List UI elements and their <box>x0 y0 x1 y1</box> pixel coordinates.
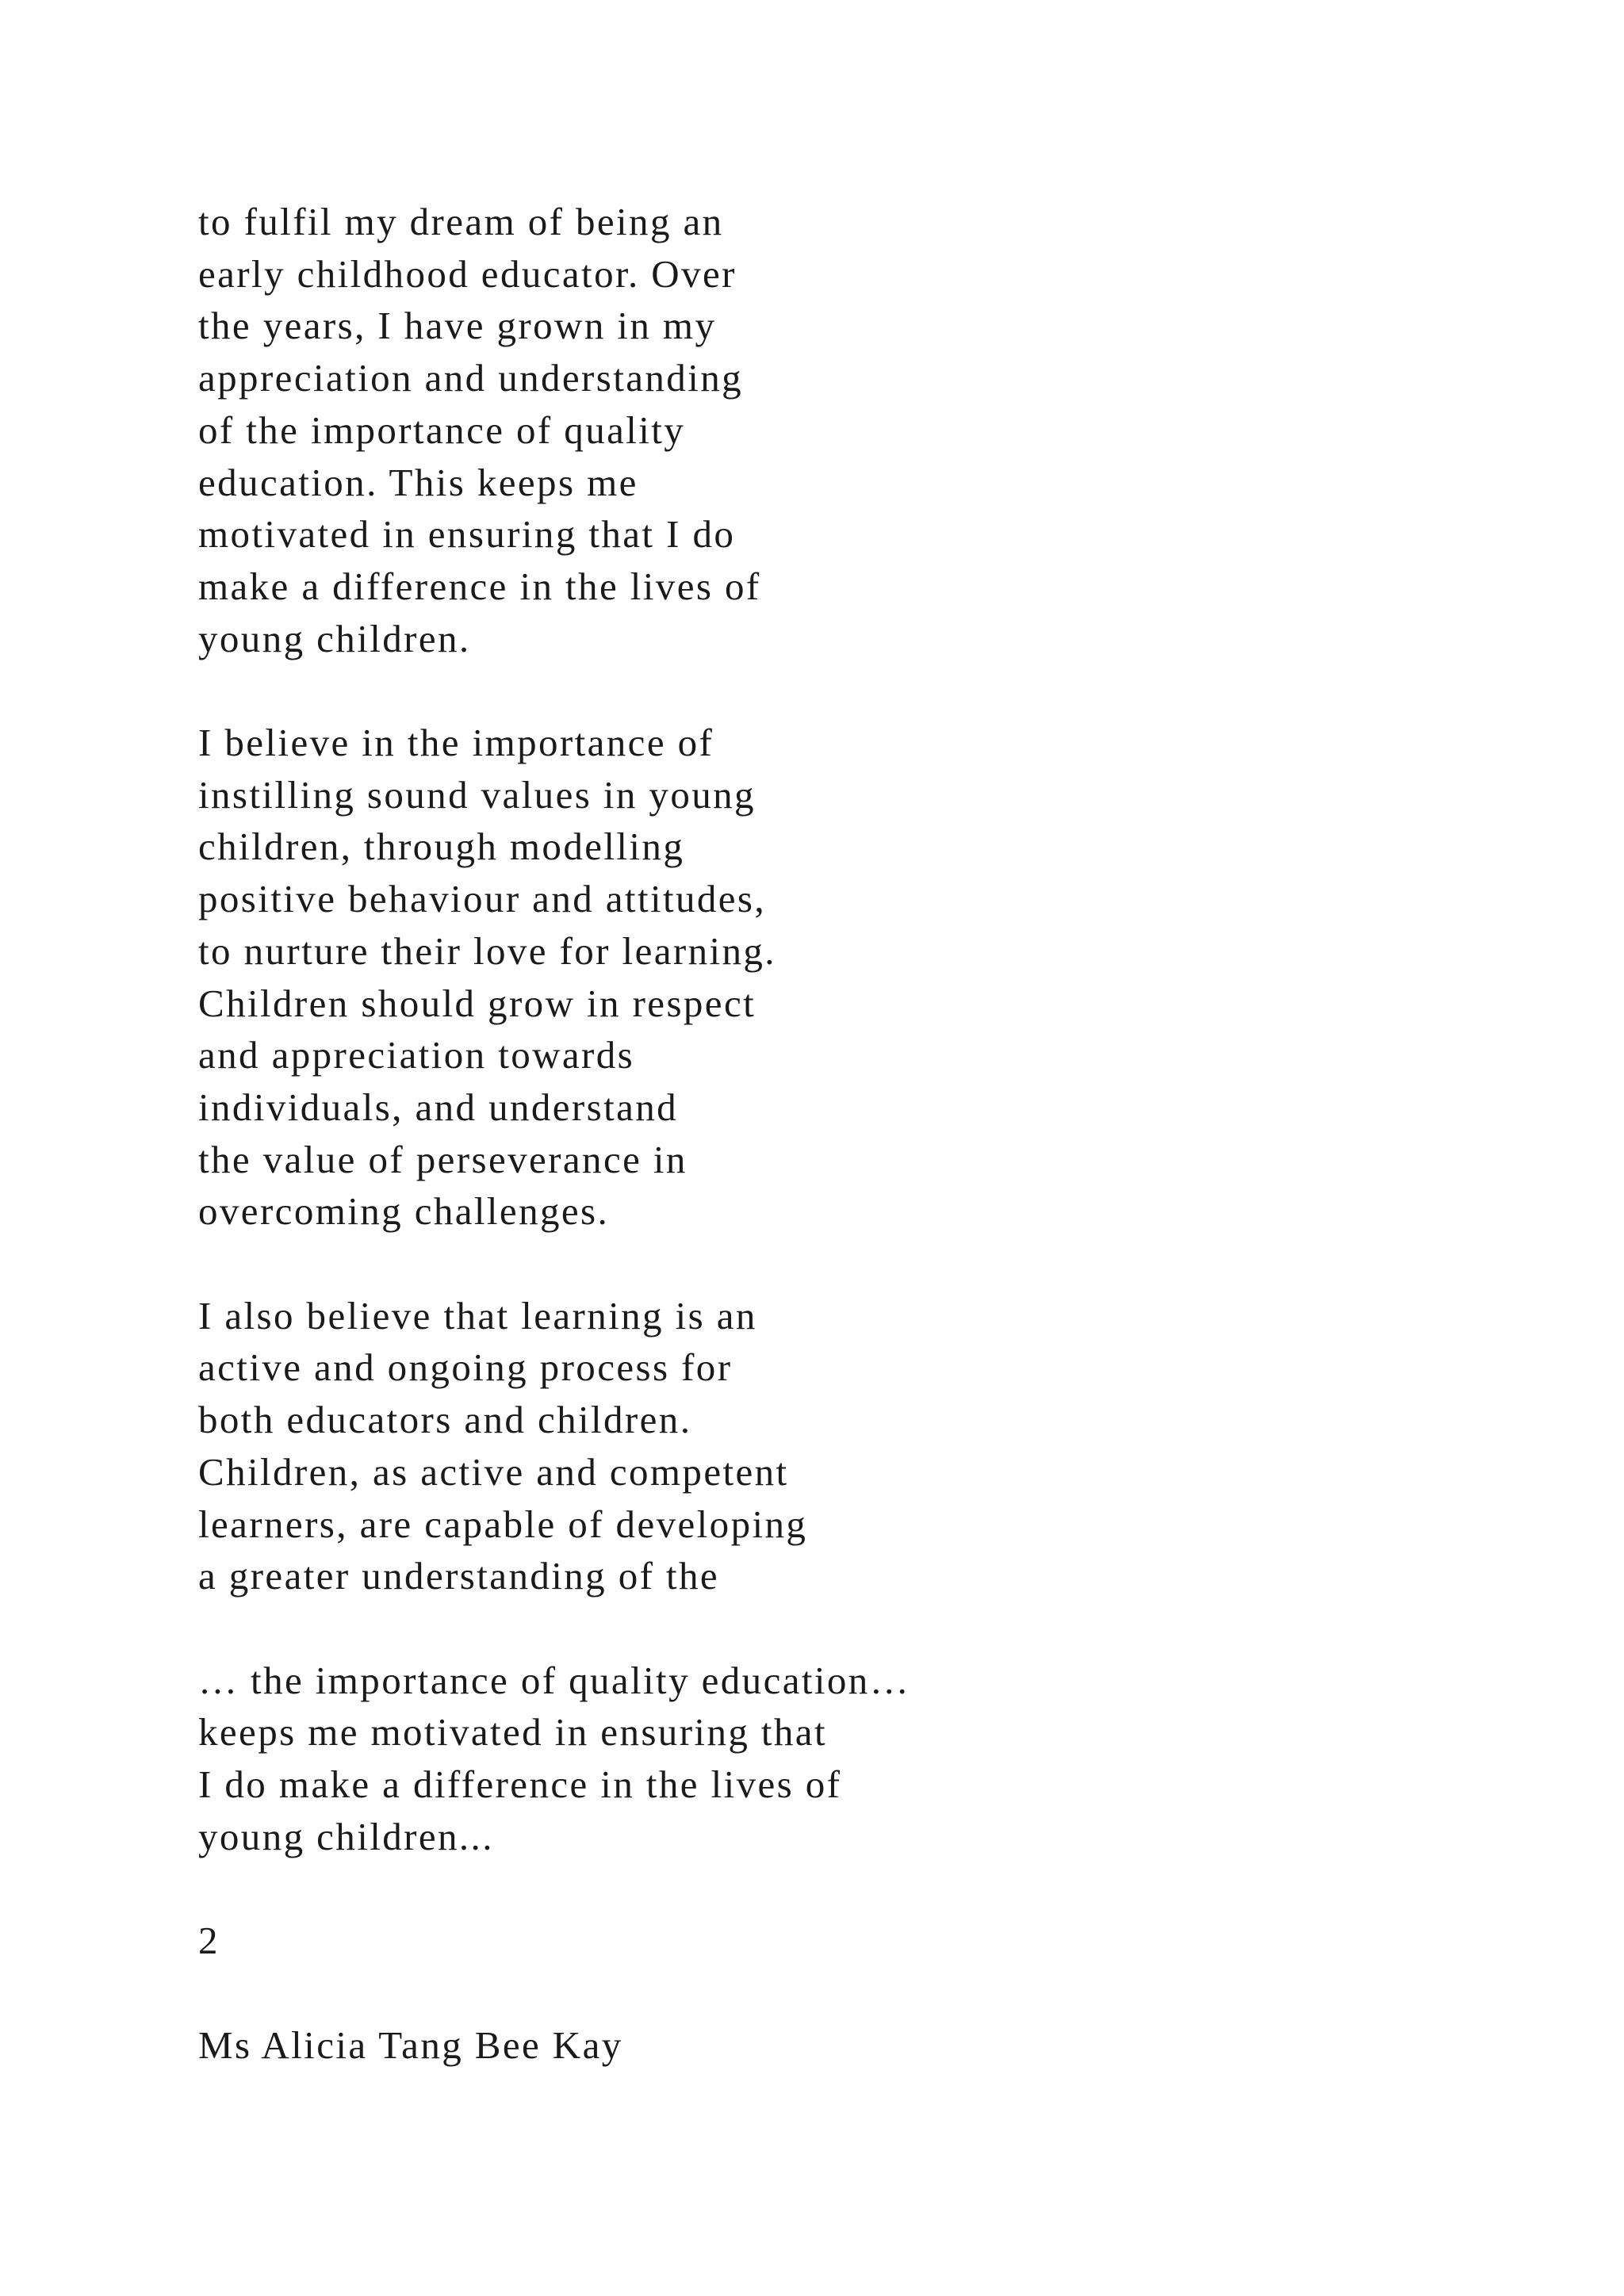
text-line: individuals, and understand <box>198 1085 679 1129</box>
paragraph-1 <box>198 196 1546 664</box>
text-line: motivated in ensuring that I do <box>198 512 736 557</box>
paragraph-3 <box>198 1290 1546 1602</box>
text-line: Children should grow in respect <box>198 981 756 1025</box>
text-line: instilling sound values in young <box>198 772 756 817</box>
text-line: education. This keeps me <box>198 460 638 504</box>
text-line: I also believe that learning is an <box>198 1293 757 1337</box>
text-line: appreciation and understanding <box>198 356 744 400</box>
page-number: 2 <box>198 1919 220 1963</box>
pull-quote-line: I do make a difference in the lives of <box>198 1762 842 1807</box>
pull-quote-line: … the importance of quality education… <box>198 1658 911 1702</box>
text-line: I believe in the importance of <box>198 721 714 765</box>
text-line: learners, are capable of developing <box>198 1502 808 1546</box>
text-line: the value of perseverance in <box>198 1137 688 1181</box>
text-line: a greater understanding of the <box>198 1554 720 1598</box>
text-line: active and ongoing process for <box>198 1345 733 1390</box>
text-line: positive behaviour and attitudes, <box>198 877 767 921</box>
text-line: children, through modelling <box>198 825 685 869</box>
pull-quote-line: young children... <box>198 1814 494 1858</box>
text-line: the years, I have grown in my <box>198 304 717 348</box>
text-line: of the importance of quality <box>198 408 686 452</box>
text-line: early childhood educator. Over <box>198 251 737 296</box>
pull-quote-line: keeps me motivated in ensuring that <box>198 1710 827 1755</box>
text-line: Children, as active and competent <box>198 1449 789 1494</box>
pull-quote <box>198 1655 1546 1863</box>
text-line: to nurture their love for learning. <box>198 928 776 973</box>
paragraph-2 <box>198 717 1546 1238</box>
text-line: overcoming challenges. <box>198 1189 610 1234</box>
author-name: Ms Alicia Tang Bee Kay <box>198 2022 623 2067</box>
text-line: young children. <box>198 616 471 660</box>
text-line: make a difference in the lives of <box>198 564 761 608</box>
text-line: and appreciation towards <box>198 1033 635 1077</box>
text-line: to fulfil my dream of being an <box>198 200 724 243</box>
text-line: both educators and children. <box>198 1398 692 1442</box>
body-text <box>198 196 1546 2123</box>
